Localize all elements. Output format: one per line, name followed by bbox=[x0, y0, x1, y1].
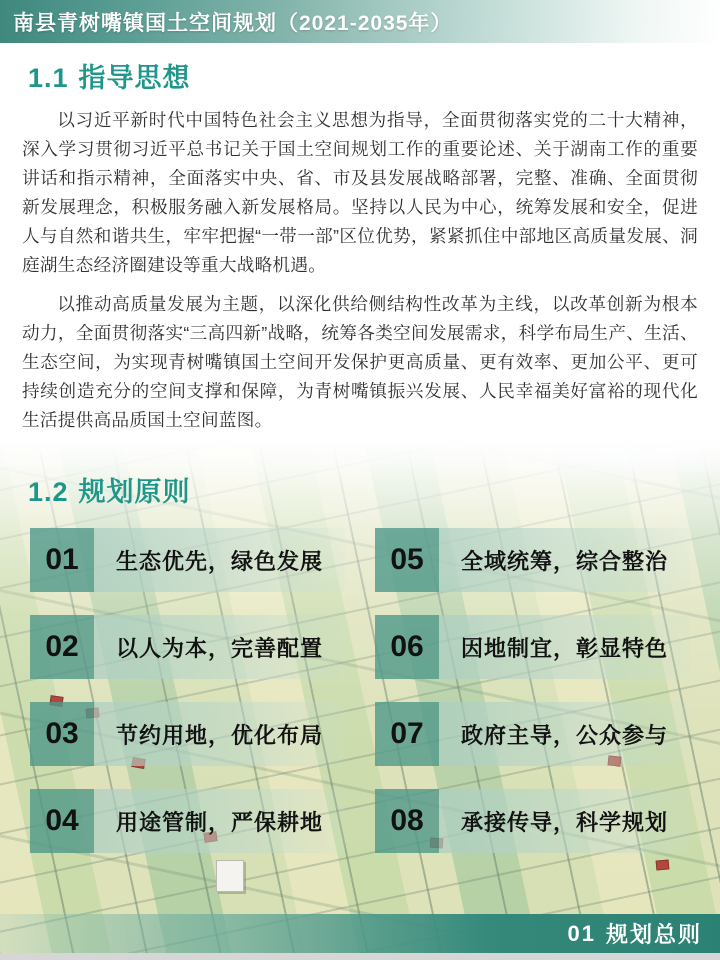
principle-item-05 bbox=[375, 528, 690, 592]
principle-item-01 bbox=[30, 528, 345, 592]
page-header-banner bbox=[0, 0, 720, 43]
section-heading-planning-principles bbox=[28, 470, 191, 509]
principle-number: 02 bbox=[30, 615, 94, 679]
paragraph: 以习近平新时代中国特色社会主义思想为指导，全面贯彻落实党的二十大精神，深入学习贯彻习近平总书记关于国土空间规划工作的重要论述、关于湖南工作的重要讲话和指示精神，全面落实中央、省、市及县发展战略部署，完整、准确、全面贯彻新发展理念，积极服务融入新发展格局。坚持以人民为中心，统筹发展和安全，促进人与自然和谐共生，牢牢把握“一带一部”区位优势，紧紧抓住中部地区高质量发展、洞庭湖生态经济圈建设等重大战略机遇。 bbox=[22, 110, 698, 275]
principle-item-07 bbox=[375, 702, 690, 766]
principle-number: 01 bbox=[30, 528, 94, 592]
principle-label: 全域统筹，综合整治 bbox=[439, 528, 690, 592]
principle-number: 06 bbox=[375, 615, 439, 679]
principles-grid bbox=[30, 528, 690, 853]
principle-number: 07 bbox=[375, 702, 439, 766]
principle-item-06 bbox=[375, 615, 690, 679]
guiding-ideology-body bbox=[22, 106, 698, 445]
principle-label: 生态优先，绿色发展 bbox=[94, 528, 345, 592]
principle-number: 03 bbox=[30, 702, 94, 766]
chapter-number: 01 bbox=[567, 920, 596, 946]
principle-label: 承接传导，科学规划 bbox=[439, 789, 690, 853]
document-title: 南县青树嘴镇国土空间规划（2021-2035年） bbox=[13, 11, 453, 35]
bottom-margin-strip bbox=[0, 953, 720, 960]
section-heading-guiding-ideology bbox=[28, 56, 191, 95]
principle-label: 用途管制，严保耕地 bbox=[94, 789, 345, 853]
section-number: 1.1 bbox=[28, 63, 69, 93]
principle-label: 以人为本，完善配置 bbox=[94, 615, 345, 679]
photo-house bbox=[656, 859, 670, 870]
chapter-footer-bar bbox=[0, 914, 720, 953]
principle-item-04 bbox=[30, 789, 345, 853]
paragraph: 以推动高质量发展为主题，以深化供给侧结构性改革为主线，以改革创新为根本动力，全面贯彻落实“三高四新”战略，统筹各类空间发展需求，科学布局生产、生活、生态空间，为实现青树嘴镇国土空间开发保护更高质量、更有效率、更加公平、更可持续创造充分的空间支撑和保障，为青树嘴镇振兴发展、人民幸福美好富裕的现代化生活提供高品质国土空间蓝图。 bbox=[22, 294, 698, 430]
principle-number: 05 bbox=[375, 528, 439, 592]
chapter-title: 规划总则 bbox=[605, 922, 702, 947]
section-title: 规划原则 bbox=[78, 477, 191, 507]
principle-item-03 bbox=[30, 702, 345, 766]
principle-item-08 bbox=[375, 789, 690, 853]
principle-number: 08 bbox=[375, 789, 439, 853]
principle-label: 政府主导，公众参与 bbox=[439, 702, 690, 766]
section-number: 1.2 bbox=[28, 477, 69, 507]
principle-label: 节约用地，优化布局 bbox=[94, 702, 345, 766]
section-title: 指导思想 bbox=[78, 63, 191, 93]
principle-label: 因地制宜，彰显特色 bbox=[439, 615, 690, 679]
principle-item-02 bbox=[30, 615, 345, 679]
photo-building bbox=[216, 860, 244, 892]
principle-number: 04 bbox=[30, 789, 94, 853]
